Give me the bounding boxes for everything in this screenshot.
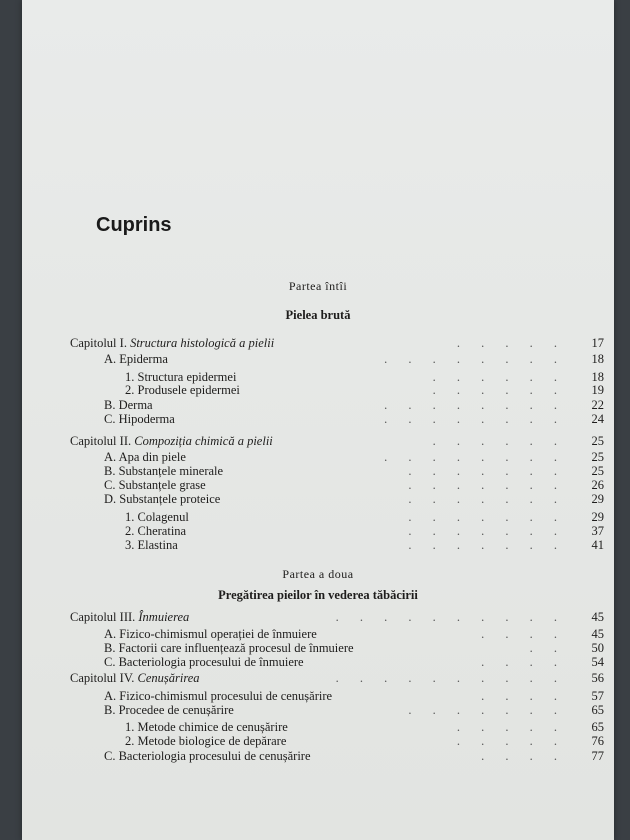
page-number: 17 <box>591 336 604 350</box>
toc-entry[interactable] <box>22 703 614 719</box>
section-title: D. Substanțele proteice <box>104 492 221 506</box>
chapter-title: Compoziția chimică a pielii <box>134 434 273 448</box>
page-number: 18 <box>591 370 604 384</box>
leader-dots: . . . . . . . . <box>384 398 566 412</box>
toc-entry[interactable] <box>22 383 614 399</box>
toc-entry-chapter-4[interactable] <box>22 671 614 687</box>
page-number: 24 <box>591 412 604 426</box>
page-number: 25 <box>591 434 604 448</box>
page-number: 65 <box>591 720 604 734</box>
page-number: 76 <box>591 734 604 748</box>
page-number: 54 <box>591 655 604 669</box>
subsection-title: 1. Structura epidermei <box>125 370 237 384</box>
leader-dots: . . . . . . . <box>408 492 566 506</box>
leader-dots: . . . . . . <box>432 370 566 384</box>
page-number: 29 <box>591 492 604 506</box>
part-one-label: Partea întîi <box>288 279 348 293</box>
page-number: 29 <box>591 510 604 524</box>
page-number: 26 <box>591 478 604 492</box>
leader-dots: . . . . . . . <box>408 510 566 524</box>
page-number: 45 <box>591 610 604 624</box>
toc-entry[interactable] <box>22 492 614 508</box>
part-two-title: Pregătirea pieilor în vederea tăbăcirii <box>218 588 418 602</box>
leader-dots: . . . . <box>481 749 566 763</box>
page-number: 50 <box>591 641 604 655</box>
subsection-title: 1. Colagenul <box>125 510 189 524</box>
page-number: 65 <box>591 703 604 717</box>
section-title: A. Apa din piele <box>104 450 186 464</box>
leader-dots: . . . . . . . . . . <box>335 671 566 685</box>
toc-entry-chapter-2[interactable] <box>22 434 614 450</box>
page-number: 45 <box>591 627 604 641</box>
page-number: 57 <box>591 689 604 703</box>
page-number: 22 <box>591 398 604 412</box>
page-number: 25 <box>591 464 604 478</box>
page-number: 56 <box>591 671 604 685</box>
chapter-title: Structura histologică a pielii <box>130 336 275 350</box>
leader-dots: . . . . <box>481 627 566 641</box>
leader-dots: . . . . . . . . <box>384 412 566 426</box>
toc-entry[interactable] <box>22 412 614 428</box>
leader-dots: . . <box>529 641 566 655</box>
section-title: B. Procedee de cenușărire <box>104 703 234 717</box>
section-title: A. Fizico-chimismul operației de înmuiere <box>104 627 317 641</box>
leader-dots: . . . . . . . <box>408 538 566 552</box>
section-title: C. Hipoderma <box>104 412 175 426</box>
page-number: 25 <box>591 450 604 464</box>
leader-dots: . . . . . <box>456 734 566 748</box>
page-number: 37 <box>591 524 604 538</box>
book-page <box>22 0 614 840</box>
page-number: 18 <box>591 352 604 366</box>
subsection-title: 2. Cheratina <box>125 524 187 538</box>
section-title: C. Bacteriologia procesului de înmuiere <box>104 655 304 669</box>
leader-dots: . . . . <box>481 655 566 669</box>
toc-entry[interactable] <box>22 538 614 554</box>
subsection-title: 2. Produsele epidermei <box>125 383 240 397</box>
section-title: A. Epiderma <box>104 352 168 366</box>
toc-entry-chapter-1[interactable] <box>22 336 614 352</box>
section-title: A. Fizico-chimismul procesului de cenușărire <box>104 689 333 703</box>
toc-entry[interactable] <box>22 734 614 750</box>
leader-dots: . . . . . . . <box>408 464 566 478</box>
section-title: B. Factorii care influențează procesul de înmuiere <box>104 641 354 655</box>
leader-dots: . . . . . . . <box>408 478 566 492</box>
chapter-prefix: Capitolul II. <box>70 434 132 448</box>
leader-dots: . . . . . . . <box>408 524 566 538</box>
subsection-title: 2. Metode biologice de depărare <box>125 734 287 748</box>
section-title: C. Substanțele grase <box>104 478 206 492</box>
part-one-title: Pielea brută <box>285 308 351 322</box>
leader-dots: . . . . . . . . . . <box>335 610 566 624</box>
subsection-title: 1. Metode chimice de cenușărire <box>125 720 288 734</box>
part-two-label: Partea a doua <box>282 567 354 581</box>
leader-dots: . . . . . <box>456 336 566 350</box>
toc-entry[interactable] <box>22 352 614 368</box>
chapter-prefix: Capitolul I. <box>70 336 127 350</box>
section-title: B. Substanțele minerale <box>104 464 224 478</box>
section-title: B. Derma <box>104 398 153 412</box>
leader-dots: . . . . . . . . <box>384 352 566 366</box>
leader-dots: . . . . . . <box>432 434 566 448</box>
chapter-prefix: Capitolul III. <box>70 610 136 624</box>
leader-dots: . . . . <box>481 689 566 703</box>
toc-entry-chapter-3[interactable] <box>22 610 614 626</box>
toc-entry[interactable] <box>22 655 614 671</box>
page-title: Cuprins <box>96 214 172 236</box>
subsection-title: 3. Elastina <box>125 538 178 552</box>
leader-dots: . . . . . <box>456 720 566 734</box>
chapter-title: Cenușărirea <box>137 671 200 685</box>
page-number: 77 <box>591 749 604 763</box>
leader-dots: . . . . . . . . <box>384 450 566 464</box>
chapter-title: Înmuierea <box>138 610 190 624</box>
leader-dots: . . . . . . <box>432 383 566 397</box>
leader-dots: . . . . . . . <box>408 703 566 717</box>
page-number: 41 <box>591 538 604 552</box>
section-title: C. Bacteriologia procesului de cenușărire <box>104 749 311 763</box>
toc-entry[interactable] <box>22 749 614 765</box>
page-number: 19 <box>591 383 604 397</box>
chapter-prefix: Capitolul IV. <box>70 671 135 685</box>
